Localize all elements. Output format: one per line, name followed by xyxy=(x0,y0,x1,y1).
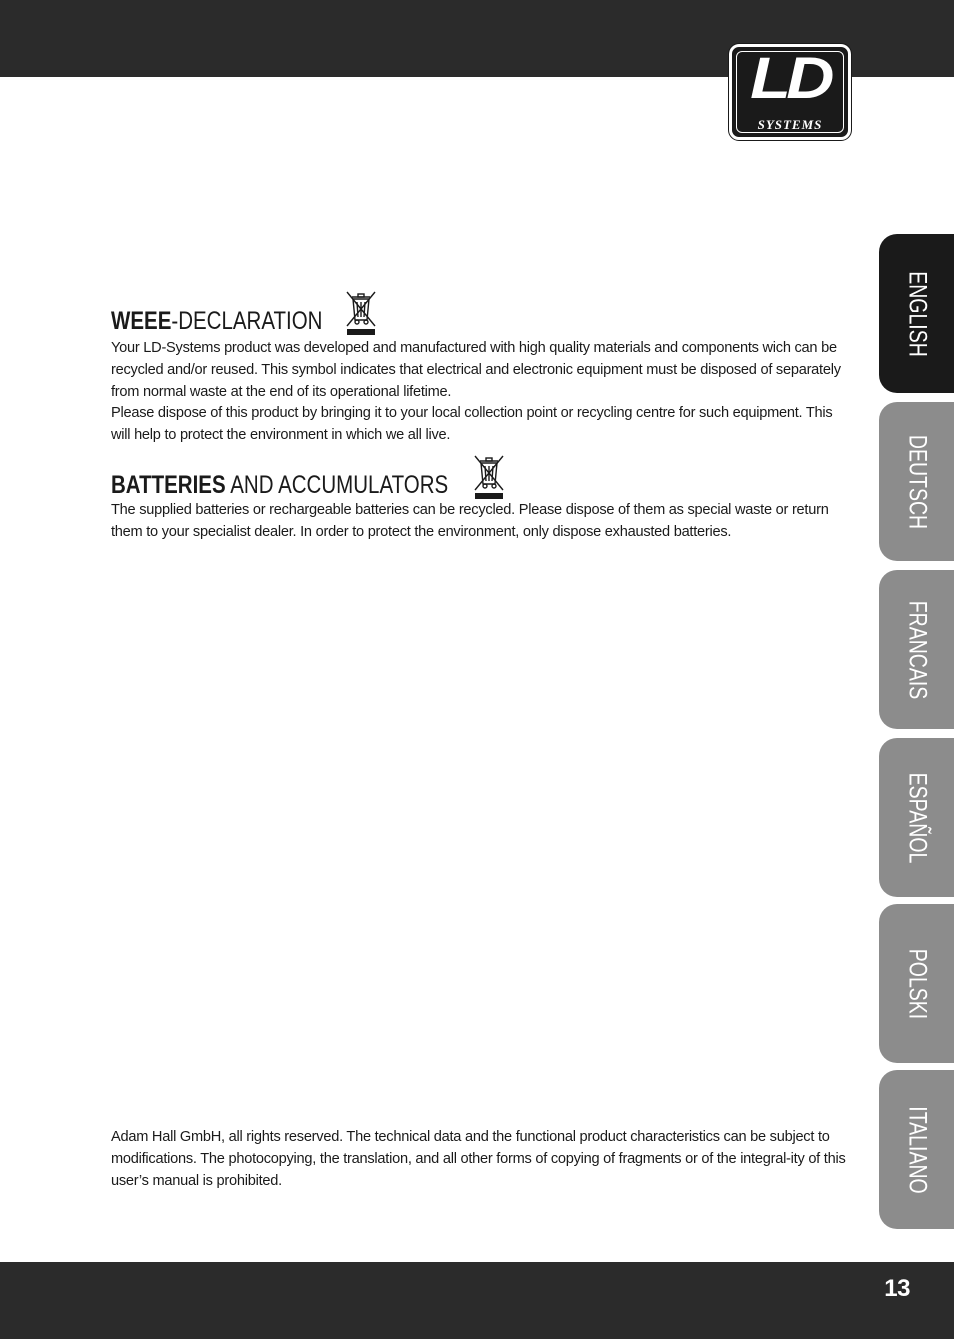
tab-label: FRANCAIS xyxy=(903,600,931,699)
batteries-body xyxy=(111,500,846,544)
logo-sub-text: SYSTEMS xyxy=(757,117,823,132)
page-number: 13 xyxy=(884,1275,910,1302)
tab-francais[interactable] xyxy=(879,570,954,729)
ld-systems-logo xyxy=(729,44,851,140)
copyright-text: Adam Hall GmbH, all rights reserved. The technical data and the functional product characteristics can be subject to modifications. The photocopying, the translation, and all other forms of copying of fragments or of the integral-ity of this user’s manual is prohibited. xyxy=(111,1129,846,1189)
weee-paragraph-2: Please dispose of this product by bringing it to your local collection point or recycling centre for such equipment. This will help to protect the environment in which we all live. xyxy=(111,405,833,444)
bottom-bar xyxy=(0,1262,954,1339)
tab-italiano[interactable] xyxy=(879,1070,954,1229)
logo-main-text: LD xyxy=(750,46,830,111)
tab-label: ESPAÑOL xyxy=(903,772,931,863)
tab-deutsch[interactable] xyxy=(879,402,954,561)
tab-label: POLSKI xyxy=(903,948,931,1019)
tab-label: ITALIANO xyxy=(903,1105,931,1194)
tab-label: DEUTSCH xyxy=(903,434,931,529)
tab-english[interactable] xyxy=(879,234,954,393)
weee-heading xyxy=(111,288,379,336)
weee-heading-text: WEEE-DECLARATION xyxy=(111,307,323,335)
tab-label: ENGLISH xyxy=(903,270,931,357)
crossed-out-wheelie-bin-icon xyxy=(343,288,379,336)
crossed-out-wheelie-bin-icon xyxy=(471,452,507,500)
copyright-note xyxy=(111,1127,846,1192)
tab-espanol[interactable] xyxy=(879,738,954,897)
tab-polski[interactable] xyxy=(879,904,954,1063)
batteries-heading-text: BATTERIES AND ACCUMULATORS xyxy=(111,471,449,499)
weee-paragraph-1: Your LD-Systems product was developed and manufactured with high quality materials and components wich can be recycled and/or reused. This symbol indicates that electrical and electronic equipment must be disposed of separately from normal waste at the end of its operational lifetime. xyxy=(111,340,841,400)
weee-body xyxy=(111,338,846,447)
batteries-paragraph-1: The supplied batteries or rechargeable batteries can be recycled. Please dispose of them as special waste or return them to your specialist dealer. In order to protect the environment, only dispose exhausted batteries. xyxy=(111,502,829,540)
batteries-heading xyxy=(111,452,507,500)
